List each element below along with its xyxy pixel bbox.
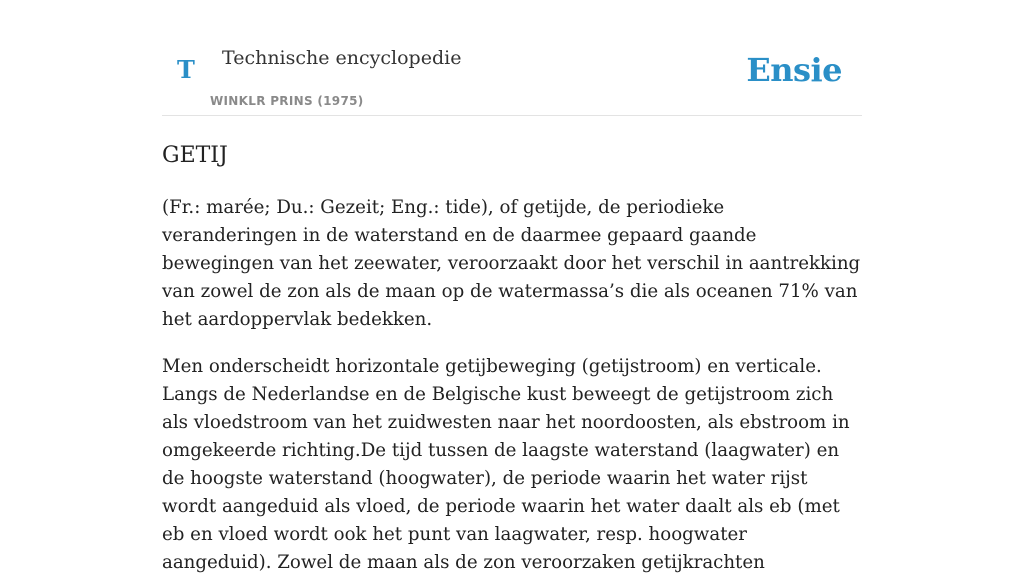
source-subtitle: WINKLR PRINS (1975) [210, 94, 364, 108]
source-logo-letter: T [177, 55, 195, 84]
source-title[interactable]: Technische encyclopedie [222, 47, 462, 69]
article-paragraph: (Fr.: marée; Du.: Gezeit; Eng.: tide), of getijde, de periodieke veranderingen in de waterstand en de daarmee gepaard gaande bewegingen van het zeewater, veroorzaakt door het verschil in aantrekking van zowel de zon als de maan op de watermassa’s die als oceanen 71% van het aardoppervlak bedekken. [162, 197, 861, 330]
header [162, 0, 862, 116]
brand-logo-link[interactable]: Ensie [746, 51, 842, 89]
article-paragraph: Men onderscheidt horizontale getijbeweging (getijstroom) en verticale. Langs de Nederlandse en de Belgische kust beweegt de getijstroom zich als vloedstroom van het zuidwesten naar het noordoosten, als ebstroom in omgekeerde richting.De tijd tussen de laagste waterstand (laagwater) en de hoogste waterstand (hoogwater), de periode waarin het water rijst wordt aangeduid als vloed, de periode waarin het water daalt als eb (met eb en vloed wordt ook het punt van laagwater, resp. hoogwater aangeduid). Zowel de maan als de zon veroorzaken getijkrachten [162, 356, 850, 573]
article-title: GETIJ [162, 143, 228, 168]
content-container [162, 0, 862, 577]
